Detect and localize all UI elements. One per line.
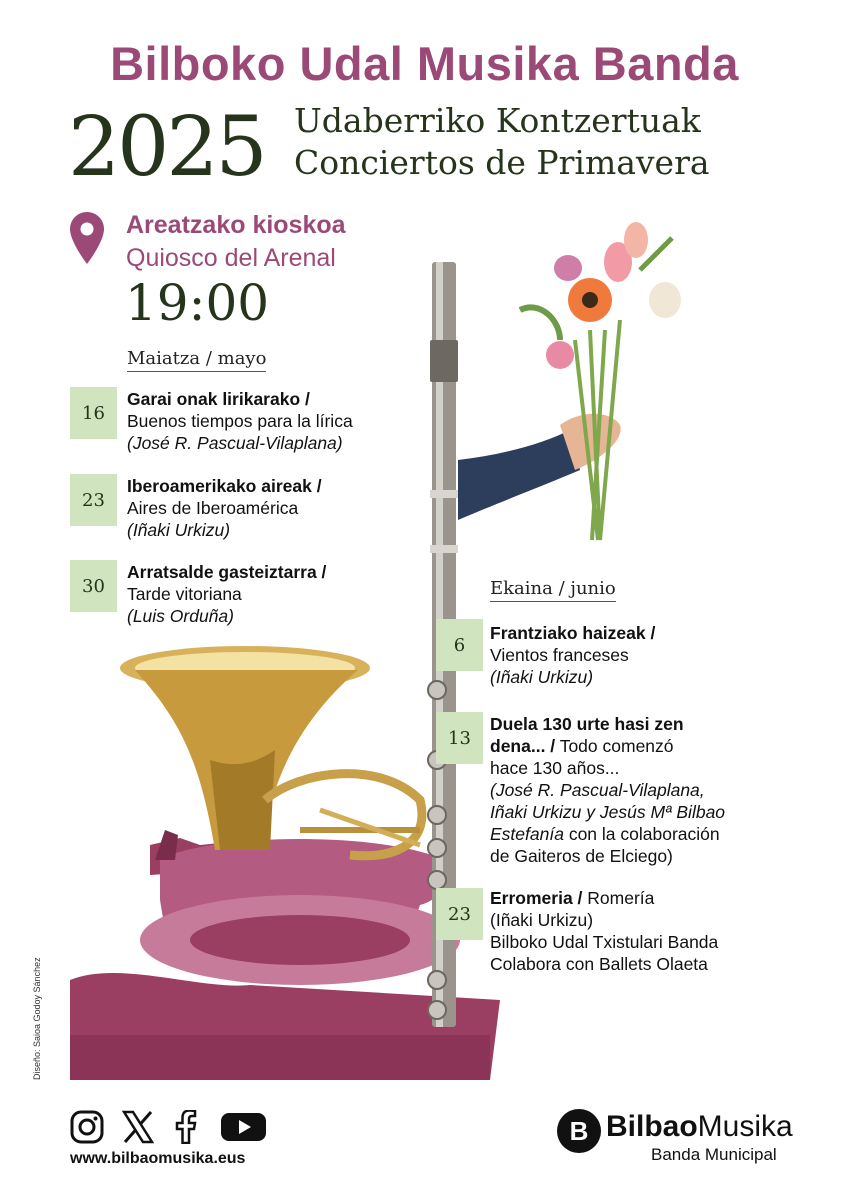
event-day: 16 bbox=[70, 387, 117, 439]
location-pin-icon bbox=[70, 212, 104, 264]
event-note: con la colaboración bbox=[563, 824, 720, 844]
month-label-spanish: mayo bbox=[217, 348, 267, 369]
event-subtitle: Buenos tiempos para la lírica bbox=[127, 411, 353, 431]
instagram-icon[interactable] bbox=[70, 1110, 104, 1144]
page-title: Bilboko Udal Musika Banda bbox=[110, 37, 739, 90]
event-author: (José R. Pascual-Vilaplana) bbox=[127, 433, 343, 453]
youtube-icon[interactable] bbox=[220, 1110, 267, 1144]
design-credit: Diseño: Saioa Godoy Sánchez bbox=[32, 957, 42, 1080]
x-icon[interactable] bbox=[122, 1110, 154, 1144]
event-note: de Gaiteros de Elciego) bbox=[490, 846, 673, 866]
month-label-basque: Ekaina bbox=[490, 578, 553, 599]
event-day: 23 bbox=[436, 888, 483, 940]
event-author: (José R. Pascual-Vilaplana, bbox=[490, 780, 705, 800]
subtitle-spanish: Conciertos de Primavera bbox=[294, 143, 710, 182]
event-day: 6 bbox=[436, 619, 483, 671]
brand-name-regular: Musika bbox=[697, 1110, 793, 1143]
event-author: (Iñaki Urkizu) bbox=[490, 667, 594, 687]
event-subtitle: hace 130 años... bbox=[490, 758, 620, 778]
event-subtitle: Romería bbox=[582, 888, 655, 908]
event-item bbox=[490, 622, 655, 688]
logo-letter: B bbox=[569, 1116, 589, 1146]
month-label-spanish: junio bbox=[570, 578, 616, 599]
event-day: 30 bbox=[70, 560, 117, 612]
event-title: Iberoamerikako aireak / bbox=[127, 476, 322, 496]
event-author: (Iñaki Urkizu) bbox=[127, 520, 231, 540]
event-title: Erromeria / bbox=[490, 888, 583, 908]
concert-time: 19:00 bbox=[125, 274, 270, 332]
event-author: (Iñaki Urkizu) bbox=[490, 910, 594, 930]
event-note: Bilboko Udal Txistulari Banda bbox=[490, 932, 719, 952]
brand-name bbox=[606, 1110, 793, 1144]
event-title: dena... / bbox=[490, 736, 556, 756]
event-item bbox=[127, 561, 326, 627]
event-day: 23 bbox=[70, 474, 117, 526]
event-subtitle: Tarde vitoriana bbox=[127, 584, 242, 604]
event-author: (Luis Orduña) bbox=[127, 606, 234, 626]
venue-name-spanish: Quiosco del Arenal bbox=[126, 244, 336, 272]
event-title: Frantziako haizeak / bbox=[490, 623, 656, 643]
flower-bouquet bbox=[458, 222, 681, 540]
event-subtitle: Vientos franceses bbox=[490, 645, 629, 665]
event-subtitle: Todo comenzó bbox=[555, 736, 674, 756]
event-title: Garai onak lirikarako / bbox=[127, 389, 310, 409]
event-item bbox=[127, 388, 353, 454]
subtitle-basque: Udaberriko Kontzertuak bbox=[294, 101, 701, 140]
year: 2025 bbox=[68, 100, 265, 195]
event-item bbox=[490, 887, 718, 975]
event-subtitle: Aires de Iberoamérica bbox=[127, 498, 299, 518]
month-heading-june: Ekaina / junio bbox=[490, 578, 616, 602]
event-item bbox=[127, 475, 322, 541]
event-author: Iñaki Urkizu y Jesús Mª Bilbao bbox=[490, 802, 726, 822]
event-note: Colabora con Ballets Olaeta bbox=[490, 954, 708, 974]
brand-subtitle: Banda Municipal bbox=[651, 1145, 777, 1164]
month-label-basque: Maiatza bbox=[127, 348, 201, 369]
event-title: Arratsalde gasteiztarra / bbox=[127, 562, 327, 582]
venue-name-basque: Areatzako kioskoa bbox=[126, 211, 346, 239]
facebook-icon[interactable] bbox=[174, 1110, 198, 1144]
bilbao-musika-logo bbox=[556, 1108, 602, 1154]
event-item bbox=[490, 713, 725, 867]
french-horn bbox=[120, 646, 422, 856]
event-author: Estefanía bbox=[490, 824, 564, 844]
month-heading-may: Maiatza / mayo bbox=[127, 348, 266, 372]
event-day: 13 bbox=[436, 712, 483, 764]
event-title: Duela 130 urte hasi zen bbox=[490, 714, 684, 734]
brand-name-bold: Bilbao bbox=[606, 1110, 698, 1143]
website-link[interactable]: www.bilbaomusika.eus bbox=[70, 1150, 246, 1167]
